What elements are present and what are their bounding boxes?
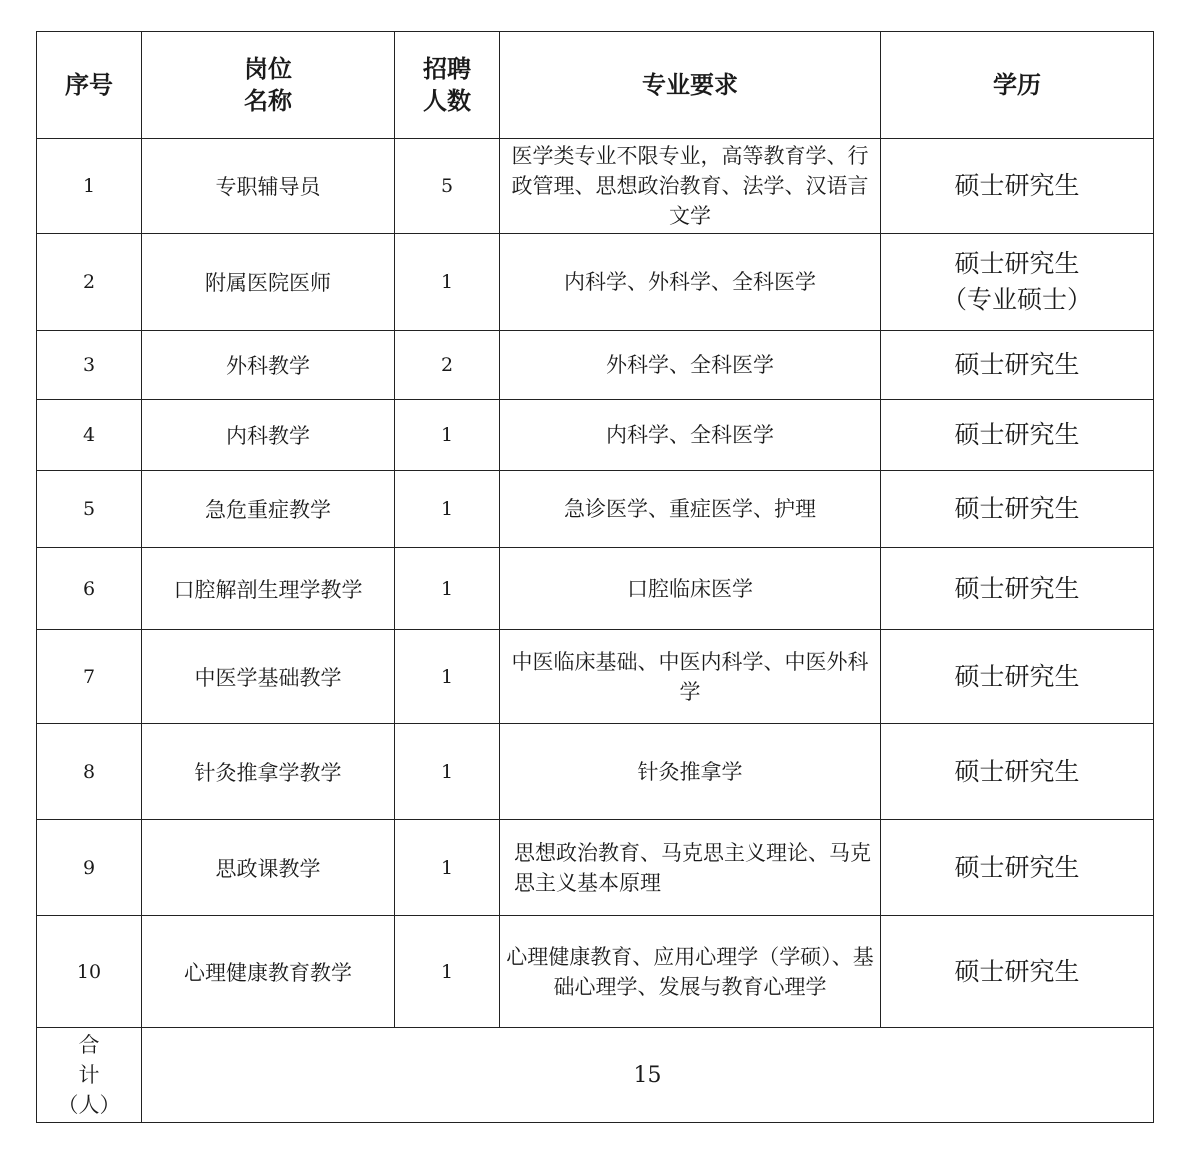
cell-position: 思政课教学	[142, 820, 395, 916]
table-row	[37, 820, 1154, 916]
header-count: 招聘 人数	[395, 32, 500, 139]
cell-count: 1	[395, 820, 500, 916]
header-major: 专业要求	[500, 32, 881, 139]
cell-major: 内科学、全科医学	[500, 400, 881, 471]
cell-count: 2	[395, 331, 500, 400]
cell-position: 口腔解剖生理学教学	[142, 548, 395, 630]
cell-position: 附属医院医师	[142, 234, 395, 331]
cell-seq: 10	[37, 916, 142, 1028]
cell-education: 硕士研究生	[881, 139, 1154, 234]
cell-education: 硕士研究生	[881, 471, 1154, 548]
cell-major: 口腔临床医学	[500, 548, 881, 630]
cell-education: 硕士研究生	[881, 724, 1154, 820]
cell-count: 1	[395, 471, 500, 548]
cell-seq: 1	[37, 139, 142, 234]
total-value: 15	[142, 1028, 1154, 1123]
cell-position: 中医学基础教学	[142, 630, 395, 724]
cell-major: 针灸推拿学	[500, 724, 881, 820]
table-row	[37, 630, 1154, 724]
table-row	[37, 234, 1154, 331]
cell-education: 硕士研究生	[881, 916, 1154, 1028]
table-row	[37, 331, 1154, 400]
header-row	[37, 32, 1154, 139]
cell-education: 硕士研究生	[881, 548, 1154, 630]
cell-major: 外科学、全科医学	[500, 331, 881, 400]
cell-seq: 5	[37, 471, 142, 548]
cell-major: 中医临床基础、中医内科学、中医外科学	[500, 630, 881, 724]
header-education: 学历	[881, 32, 1154, 139]
cell-count: 1	[395, 916, 500, 1028]
table-row	[37, 471, 1154, 548]
cell-seq: 7	[37, 630, 142, 724]
cell-seq: 9	[37, 820, 142, 916]
cell-seq: 2	[37, 234, 142, 331]
cell-count: 1	[395, 724, 500, 820]
cell-position: 内科教学	[142, 400, 395, 471]
cell-education: 硕士研究生	[881, 630, 1154, 724]
cell-education: 硕士研究生 （专业硕士）	[881, 234, 1154, 331]
cell-education: 硕士研究生	[881, 820, 1154, 916]
table-row	[37, 139, 1154, 234]
recruitment-table	[36, 31, 1154, 1123]
header-seq: 序号	[37, 32, 142, 139]
cell-seq: 3	[37, 331, 142, 400]
cell-position: 心理健康教育教学	[142, 916, 395, 1028]
table-row	[37, 400, 1154, 471]
table-row	[37, 548, 1154, 630]
cell-count: 1	[395, 630, 500, 724]
cell-major: 思想政治教育、马克思主义理论、马克思主义基本原理	[500, 820, 881, 916]
cell-education: 硕士研究生	[881, 400, 1154, 471]
cell-position: 外科教学	[142, 331, 395, 400]
cell-major: 医学类专业不限专业，高等教育学、行政管理、思想政治教育、法学、汉语言文学	[500, 139, 881, 234]
cell-education: 硕士研究生	[881, 331, 1154, 400]
cell-count: 1	[395, 400, 500, 471]
total-label: 合计 （人）	[37, 1028, 142, 1123]
cell-major: 内科学、外科学、全科医学	[500, 234, 881, 331]
cell-position: 急危重症教学	[142, 471, 395, 548]
cell-major: 心理健康教育、应用心理学（学硕）、基础心理学、发展与教育心理学	[500, 916, 881, 1028]
cell-seq: 6	[37, 548, 142, 630]
cell-seq: 8	[37, 724, 142, 820]
cell-seq: 4	[37, 400, 142, 471]
cell-count: 1	[395, 548, 500, 630]
cell-position: 针灸推拿学教学	[142, 724, 395, 820]
table-row	[37, 724, 1154, 820]
cell-major: 急诊医学、重症医学、护理	[500, 471, 881, 548]
cell-position: 专职辅导员	[142, 139, 395, 234]
cell-count: 1	[395, 234, 500, 331]
total-row	[37, 1028, 1154, 1123]
cell-count: 5	[395, 139, 500, 234]
table-row	[37, 916, 1154, 1028]
header-position: 岗位 名称	[142, 32, 395, 139]
